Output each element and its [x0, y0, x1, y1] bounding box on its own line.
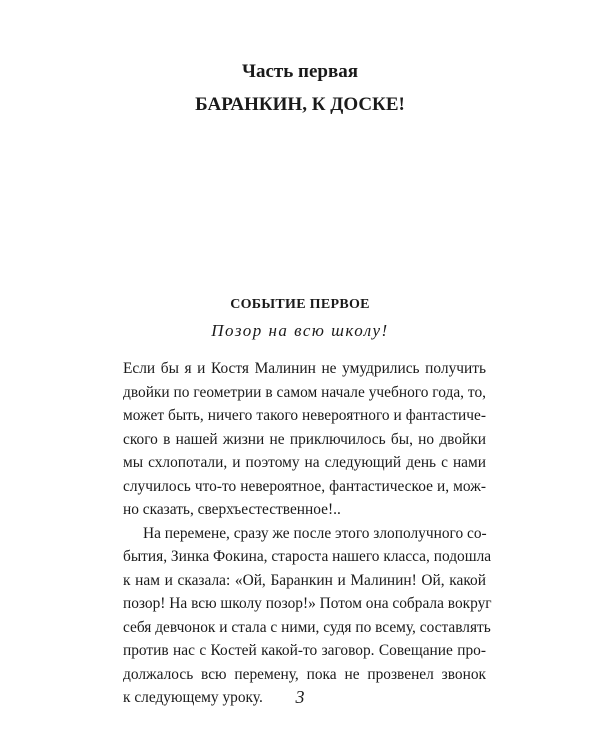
text-line: На перемене, сразу же после этого злополучного со- [143, 524, 487, 542]
body-text [123, 357, 492, 710]
text-line: должалось всю перемену, пока не прозвенел звонок [123, 665, 486, 683]
chapter-subtitle: Позор на всю школу! [211, 321, 389, 340]
text-line: случилось что-то невероятное, фантастическое и, мож- [123, 477, 486, 495]
text-line: позор! На всю школу позор!» Потом она собрала вокруг [123, 595, 492, 612]
text-line: двойки по геометрии в самом начале учебного года, то, [123, 383, 486, 401]
text-line: Если бы я и Костя Малинин не умудрились получить [123, 360, 486, 377]
text-line: но сказать, сверхъестественное!.. [123, 501, 341, 518]
text-line: мы схлопотали, и поэтому на следующий день с нами [123, 454, 486, 471]
text-line: против нас с Костей какой-то заговор. Совещание про- [123, 642, 486, 659]
text-line: ского в нашей жизни не приключилось бы, но двойки [123, 430, 486, 448]
text-line: бытия, Зинка Фокина, староста нашего класса, подошла [123, 548, 492, 565]
text-line: к нам и сказала: «Ой, Баранкин и Малинин! Ой, какой [123, 571, 486, 589]
text-line: к следующему уроку. [123, 689, 263, 706]
part-label: Часть первая [242, 61, 358, 82]
chapter-heading: СОБЫТИЕ ПЕРВОЕ [230, 297, 370, 312]
text-line: себя девчонок и стала с ними, судя по всему, составлять [123, 618, 491, 636]
part-title: БАРАНКИН, К ДОСКЕ! [195, 94, 405, 115]
page-number: 3 [295, 687, 305, 707]
text-line: может быть, ничего такого невероятного и фантастиче- [123, 407, 486, 424]
